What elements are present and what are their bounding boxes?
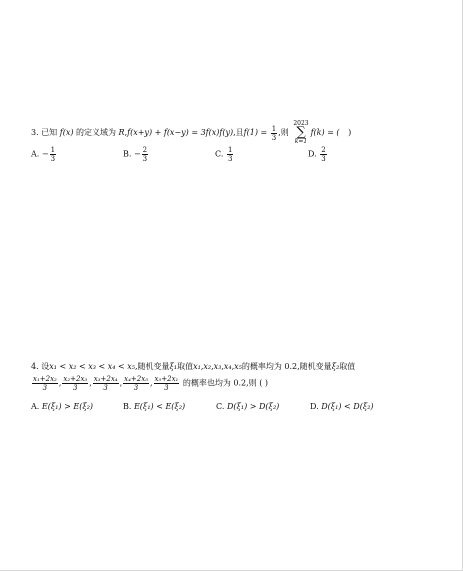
fraction-numerator: x₂+2x₃ bbox=[63, 375, 88, 383]
function-symbol: f(x) bbox=[59, 128, 74, 137]
fraction-denominator: 3 bbox=[271, 133, 277, 142]
fraction-denominator: 3 bbox=[164, 384, 169, 392]
stem-text: ,且 bbox=[233, 128, 244, 137]
option-sign: − bbox=[41, 149, 49, 159]
fraction-denominator: 3 bbox=[73, 384, 78, 392]
functional-equation: f(x+y) + f(x−y) = 3f(x)f(y) bbox=[127, 128, 234, 137]
option-letter: C. bbox=[216, 402, 225, 411]
real-set-symbol: R bbox=[118, 128, 125, 137]
fraction-denominator: 3 bbox=[227, 155, 233, 163]
option-letter: B. bbox=[123, 402, 132, 411]
sum-upper-limit: 2023 bbox=[293, 120, 309, 127]
stem-text: ,则 bbox=[278, 128, 289, 137]
fraction-denominator: 3 bbox=[142, 155, 148, 163]
option-text: D(ξ₁) > D(ξ₂) bbox=[226, 402, 280, 411]
option-letter: D. bbox=[310, 402, 319, 411]
stem-text: 取值 bbox=[177, 362, 194, 371]
option-fraction bbox=[227, 146, 233, 163]
stem-text: 的概率均为 0.2,随机变量 bbox=[241, 362, 332, 371]
fraction-numerator: 2 bbox=[321, 146, 326, 154]
option-sign: − bbox=[133, 149, 141, 159]
question-number: 4. bbox=[31, 362, 39, 371]
value-fraction-5 bbox=[154, 375, 180, 392]
option-text: E(ξ₁) > E(ξ₂) bbox=[41, 402, 94, 411]
sum-lower-limit: k=1 bbox=[294, 138, 308, 145]
fraction-denominator: 3 bbox=[133, 384, 139, 392]
stem-text: 已知 bbox=[41, 128, 58, 137]
random-variable-1: ξ₁ bbox=[169, 362, 178, 371]
stem-text: 设 bbox=[41, 362, 50, 371]
value-fraction-4 bbox=[123, 375, 149, 392]
option-b[interactable] bbox=[123, 146, 149, 163]
fraction-numerator: 1 bbox=[271, 124, 277, 133]
fraction-numerator: 1 bbox=[227, 146, 233, 154]
option-letter: B. bbox=[123, 149, 132, 159]
option-a[interactable] bbox=[31, 146, 57, 163]
fraction-numerator: x₃+2x₄ bbox=[93, 375, 118, 383]
question-4-stem-line1 bbox=[31, 361, 355, 372]
option-letter: C. bbox=[215, 149, 224, 159]
stem-text: 的概率也均为 0.2,则 ( ) bbox=[182, 378, 269, 388]
option-c[interactable] bbox=[216, 401, 279, 413]
option-d[interactable] bbox=[308, 146, 328, 163]
option-d[interactable] bbox=[310, 401, 374, 413]
question-3-options bbox=[31, 146, 431, 163]
option-text: D(ξ₁) < D(ξ₂) bbox=[321, 402, 374, 411]
option-b[interactable] bbox=[123, 401, 185, 413]
fraction-numerator: 1 bbox=[50, 146, 56, 154]
fraction-denominator: 3 bbox=[42, 384, 48, 392]
question-4-options bbox=[31, 401, 431, 415]
answer-paren: ) bbox=[348, 128, 352, 137]
option-letter: A. bbox=[31, 149, 40, 159]
question-number: 3. bbox=[31, 128, 39, 137]
fraction-numerator: x₁+2x₂ bbox=[33, 375, 57, 383]
value-fraction-1 bbox=[32, 375, 58, 392]
question-4-stem-line2: $\frac{\text{x₁+2x₂}}{3}$ , $\frac{\text{x₂+2x₃}}{3}$ , $\frac{\text{x₃+2x₄}}{3}$ , $\frac{\text{x₄+2x₅}}{3}$ , $\frac{\text{x₅+2x₁}}{3}$ 的概率也均为 0.2,则 ( ) bbox=[33, 375, 269, 392]
fraction-denominator: 3 bbox=[103, 384, 108, 392]
value-list: x₁,x₂,x₃,x₄,x₅ bbox=[193, 362, 242, 371]
option-text: E(ξ₁) < E(ξ₂) bbox=[133, 402, 186, 411]
value-fraction-3 bbox=[93, 375, 119, 392]
condition-fraction bbox=[271, 125, 277, 142]
option-fraction bbox=[320, 146, 326, 163]
summation-symbol: 2023 ∑ k=1 bbox=[293, 120, 309, 145]
fraction-denominator: 3 bbox=[50, 155, 56, 163]
option-letter: A. bbox=[31, 402, 40, 411]
sum-body: f(k) = ( bbox=[310, 128, 340, 137]
stem-text: , bbox=[124, 128, 128, 137]
option-fraction bbox=[50, 146, 56, 163]
fraction-denominator: 3 bbox=[321, 155, 326, 163]
random-variable-2: ξ₂ bbox=[331, 362, 340, 371]
fraction-numerator: x₄+2x₅ bbox=[124, 375, 148, 383]
inequality-chain: x₁ < x₂ < x₃ < x₄ < x₅ bbox=[49, 362, 135, 371]
value-fraction-2 bbox=[62, 375, 88, 392]
stem-text: ,随机变量 bbox=[134, 362, 170, 371]
fraction-numerator: x₅+2x₁ bbox=[154, 375, 179, 383]
option-fraction bbox=[142, 146, 148, 163]
option-a[interactable] bbox=[31, 401, 93, 413]
stem-text: 的定义域为 bbox=[76, 128, 116, 137]
fraction-numerator: 2 bbox=[142, 146, 148, 154]
condition-lhs: f(1) = bbox=[243, 128, 268, 137]
option-c[interactable] bbox=[215, 146, 234, 163]
stem-text: 取值 bbox=[339, 362, 356, 371]
question-3-stem bbox=[31, 121, 351, 145]
option-letter: D. bbox=[308, 149, 317, 159]
